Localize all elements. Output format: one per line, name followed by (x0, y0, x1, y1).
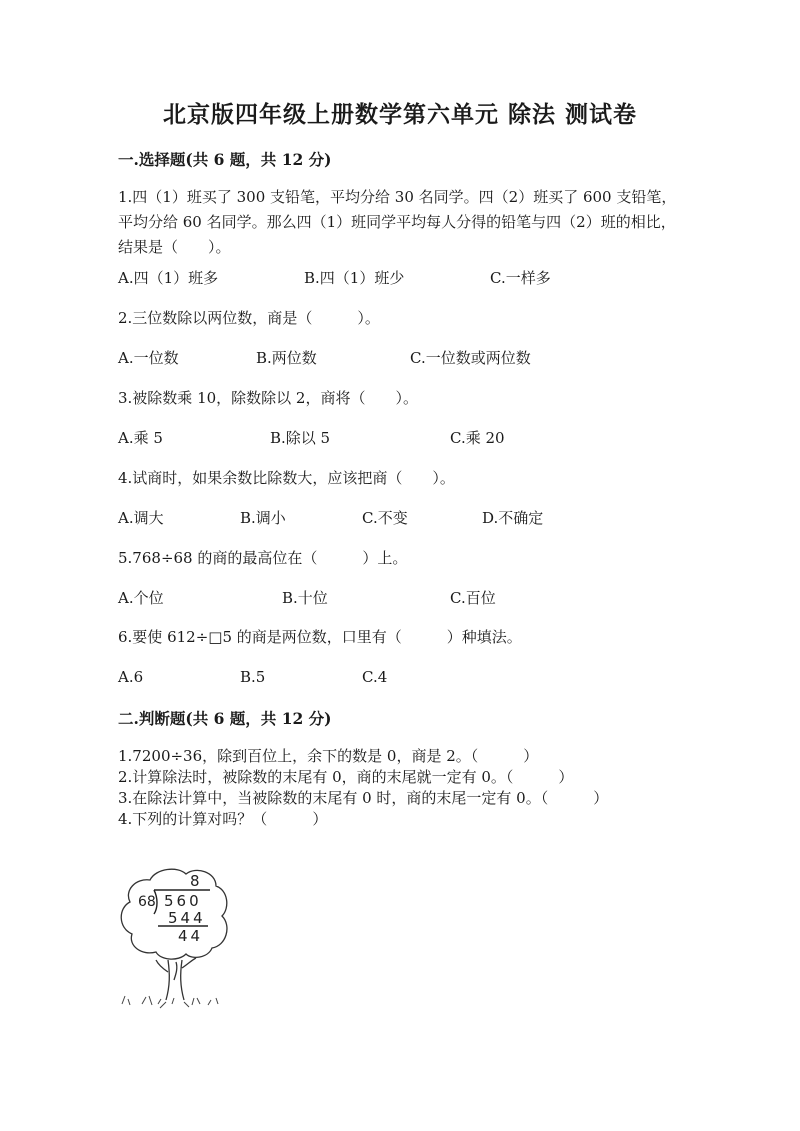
q2-option-a: A.一位数 (118, 349, 179, 367)
tree-trunk (156, 958, 196, 1000)
q1-option-c: C.一样多 (490, 269, 551, 287)
division-tree-figure (112, 864, 242, 1014)
judgment-item-4: 4.下列的计算对吗？（ ） (118, 810, 328, 828)
grass-strokes (122, 996, 218, 1008)
q6-option-a: A.6 (118, 668, 144, 686)
quotient-digit: 8 (190, 872, 200, 890)
q5-option-b: B.十位 (282, 589, 328, 607)
question-6: 6.要使 612÷□5 的商是两位数，口里有（ ）种填法。 (118, 628, 522, 646)
question-5: 5.768÷68 的商的最高位在（ ）上。 (118, 549, 408, 567)
q3-option-c: C.乘 20 (450, 429, 505, 447)
q4-option-a: A.调大 (118, 509, 164, 527)
section-heading-judgment: 二.判断题(共 6 题，共 12 分) (118, 709, 332, 728)
q4-option-d: D.不确定 (482, 509, 544, 527)
question-4: 4.试商时，如果余数比除数大，应该把商（ ）。 (118, 469, 455, 487)
q4-option-b: B.调小 (240, 509, 286, 527)
q3-option-a: A.乘 5 (118, 429, 163, 447)
judgment-item-2: 2.计算除法时，被除数的末尾有 0，商的末尾就一定有 0。（ ） (118, 768, 574, 786)
question-1: 1.四（1）班买了 300 支铅笔，平均分给 30 名同学。四（2）班买了 600 支铅笔，平均分给 60 名同学。那么四（1）班同学平均每人分得的铅笔与四（2）班的相比，结果是（ ）。 (118, 188, 677, 256)
remainder-number: 44 (178, 927, 204, 945)
dividend-number: 560 (164, 892, 202, 910)
q1-option-a: A.四（1）班多 (118, 269, 219, 287)
q1-option-b: B.四（1）班少 (304, 269, 405, 287)
division-tree-drawing (112, 864, 242, 1014)
q5-option-c: C.百位 (450, 589, 496, 607)
q3-option-b: B.除以 5 (270, 429, 331, 447)
judgment-item-1: 1.7200÷36，除到百位上，余下的数是 0，商是 2。（ ） (118, 747, 539, 765)
question-2: 2.三位数除以两位数，商是（ ）。 (118, 309, 380, 327)
judgment-item-3: 3.在除法计算中，当被除数的末尾有 0 时，商的末尾一定有 0。（ ） (118, 789, 609, 807)
q2-option-c: C.一位数或两位数 (410, 349, 531, 367)
q5-option-a: A.个位 (118, 589, 164, 607)
q6-option-c: C.4 (362, 668, 388, 686)
q6-option-b: B.5 (240, 668, 266, 686)
section-heading-choice: 一.选择题(共 6 题，共 12 分) (118, 150, 332, 169)
page-title: 北京版四年级上册数学第六单元 除法 测试卷 (162, 101, 637, 128)
divisor-number: 68 (138, 894, 156, 910)
question-3: 3.被除数乘 10，除数除以 2，商将（ ）。 (118, 389, 418, 407)
q2-option-b: B.两位数 (256, 349, 317, 367)
product-number: 544 (168, 909, 206, 927)
q4-option-c: C.不变 (362, 509, 408, 527)
